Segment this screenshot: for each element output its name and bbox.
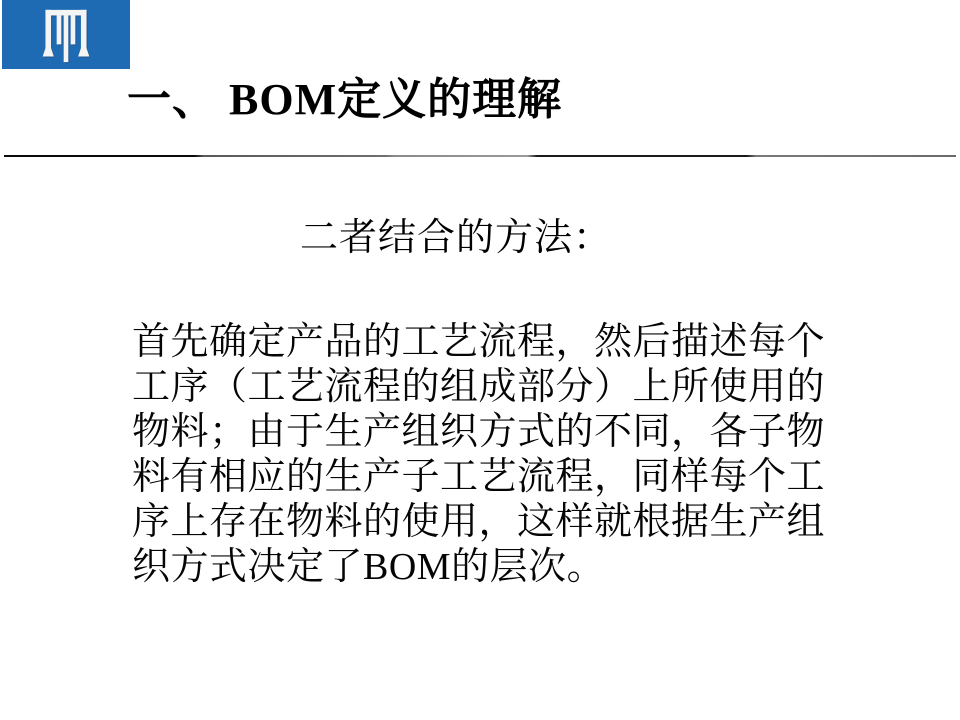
body-line: 物料；由于生产组织方式的不同，各子物 (132, 411, 826, 453)
slide-subtitle: 二者结合的方法： (300, 217, 613, 259)
body-paragraph (132, 320, 872, 590)
company-logo (2, 0, 130, 69)
three-pillars-gate-icon (42, 8, 90, 64)
body-line: 首先确定产品的工艺流程，然后描述每个 (132, 321, 826, 363)
body-line: 序上存在物料的使用，这样就根据生产组 (132, 501, 826, 543)
body-line: 织方式决定了BOM的层次。 (132, 546, 606, 588)
slide-title: 一、 BOM定义的理解 (127, 75, 563, 124)
body-line: 工序（工艺流程的组成部分）上所使用的 (132, 366, 826, 408)
title-divider-line (4, 155, 956, 157)
body-line: 料有相应的生产子工艺流程，同样每个工 (132, 456, 826, 498)
